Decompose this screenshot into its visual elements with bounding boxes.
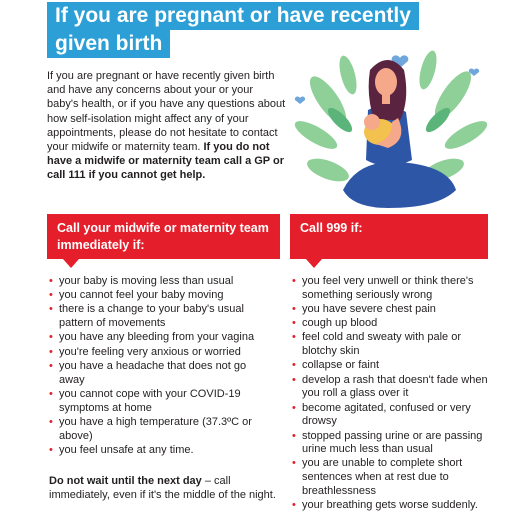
list-item: • develop a rash that doesn't fade when you roll a glass over it: [292, 374, 492, 402]
list-item: • you feel unsafe at any time.: [49, 444, 274, 458]
list-item: • you feel very unwell or think there's something seriously wrong: [292, 275, 492, 303]
list-item: • collapse or faint: [292, 359, 492, 373]
intro-text: If you are pregnant or have recently given birth and have any concerns about your or your baby's health, or if you have any questions about how self-isolation might affect any of your appointments, please do not hesitate to contact your midwife or maternity team.: [47, 70, 286, 154]
list-item: • feel cold and sweaty with pale or blotchy skin: [292, 331, 492, 359]
list-item: • you have severe chest pain: [292, 303, 492, 317]
list-item: • you cannot cope with your COVID-19 symptoms at home: [49, 388, 274, 416]
list-item: • your breathing gets worse suddenly.: [292, 499, 492, 513]
footer-note: [49, 474, 279, 502]
list-item: • you have any bleeding from your vagina: [49, 331, 274, 345]
title-line-2: given birth: [47, 30, 170, 58]
list-item: • there is a change to your baby's usual pattern of movements: [49, 303, 274, 331]
call-999-list: [292, 275, 492, 513]
intro-paragraph: [47, 69, 287, 183]
list-item: • cough up blood: [292, 317, 492, 331]
list-item: • you cannot feel your baby moving: [49, 289, 274, 303]
intro-bold-text: If you do not have a midwife or maternity team call a GP or call 111 if you cannot get help.: [47, 141, 284, 182]
call-999-heading-pointer: [306, 259, 322, 268]
mother-breastfeeding-illustration: [288, 40, 488, 215]
title-line-1: If you are pregnant or have recently: [47, 2, 419, 30]
list-item: • stopped passing urine or are passing urine much less than usual: [292, 430, 492, 458]
list-item: • you have a headache that does not go away: [49, 360, 274, 388]
footer-bold: Do not wait until the next day: [49, 475, 202, 487]
footer-text: – call immediately, even if it's the middle of the night.: [49, 475, 276, 501]
midwife-list: [49, 275, 274, 458]
midwife-heading-pointer: [63, 259, 79, 268]
midwife-panel-heading: Call your midwife or maternity team immediately if:: [47, 214, 280, 259]
list-item: • become agitated, confused or very drowsy: [292, 402, 492, 430]
list-item: • your baby is moving less than usual: [49, 275, 274, 289]
list-item: • you're feeling very anxious or worried: [49, 346, 274, 360]
list-item: • you are unable to complete short sentences when at rest due to breathlessness: [292, 457, 492, 498]
call-999-panel-heading: Call 999 if:: [290, 214, 488, 259]
list-item: • you have a high temperature (37.3ºC or above): [49, 416, 274, 444]
